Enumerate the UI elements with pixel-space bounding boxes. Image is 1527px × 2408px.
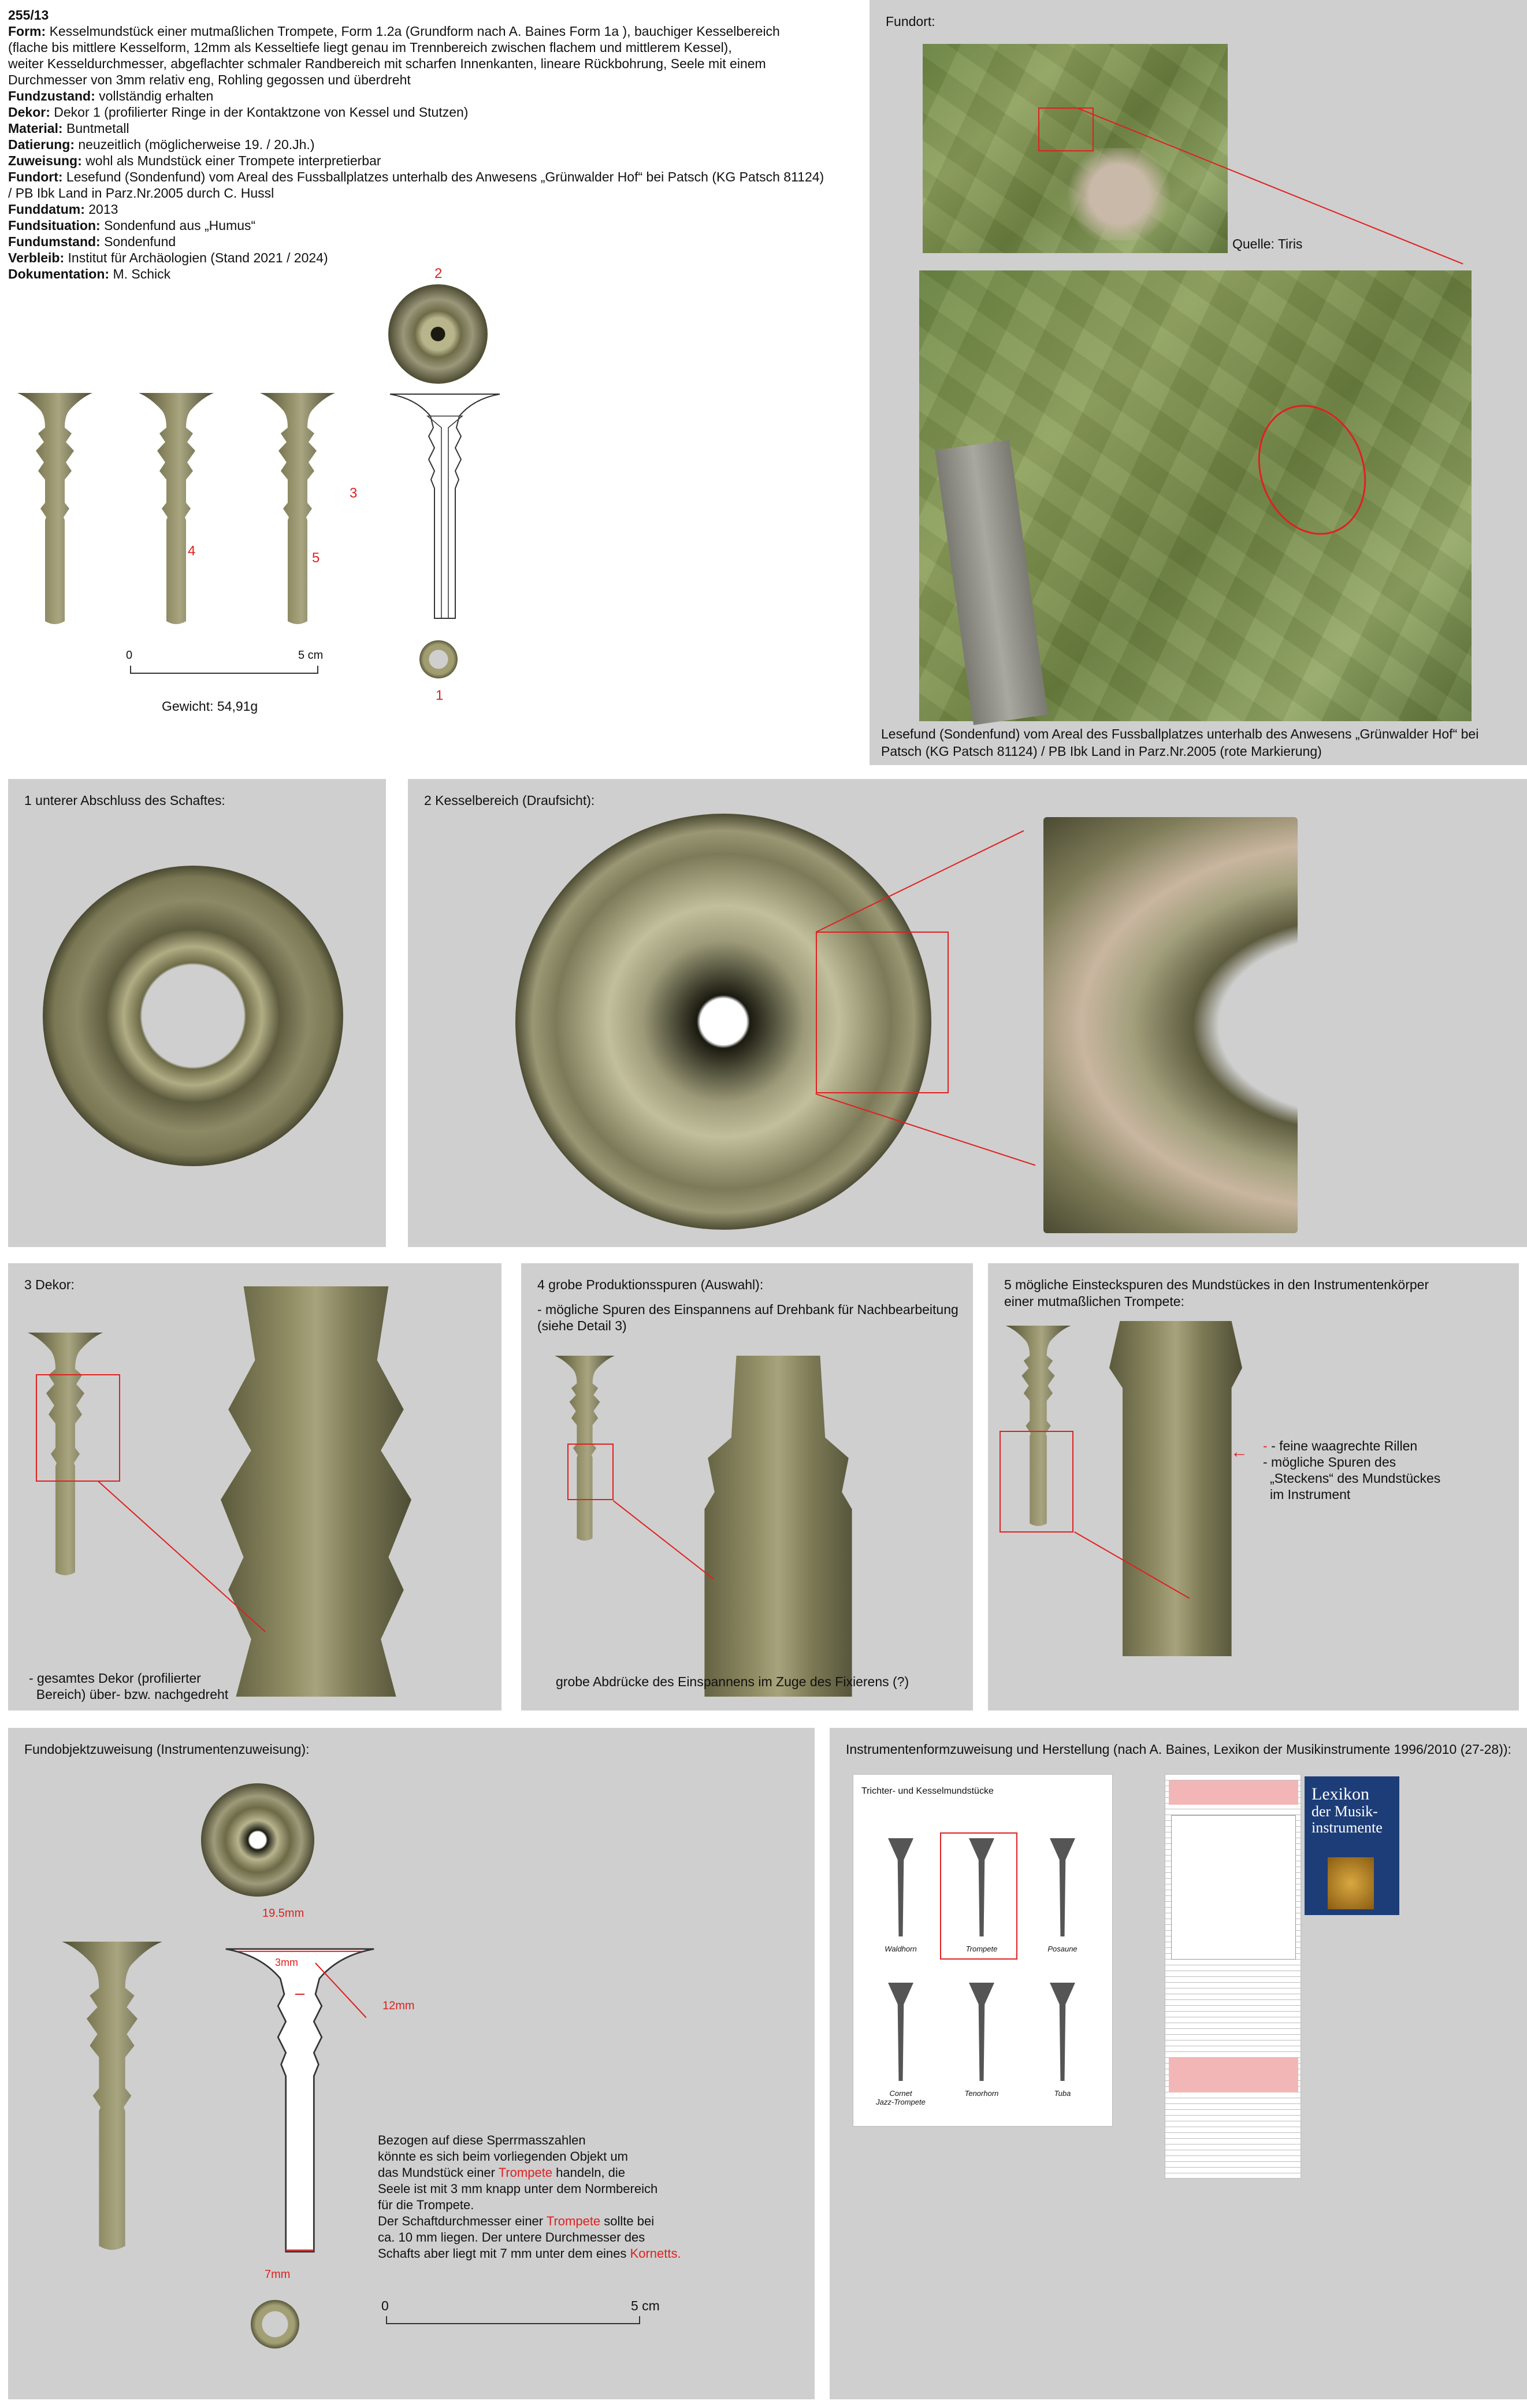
field-value: 2013 bbox=[88, 202, 118, 217]
mouthpiece-shape bbox=[1050, 1838, 1075, 1936]
field-label: Datierung: bbox=[8, 137, 79, 152]
label-4: 4 bbox=[188, 543, 196, 559]
mouthpiece-label: Trompete bbox=[965, 1945, 998, 1953]
panel-1-bottom-end bbox=[8, 779, 386, 1247]
field-value: Lesefund (Sondenfund) vom Areal des Fussballplatzes unterhalb des Anwesens „Grünwalder Hof“ bei Patsch (KG Patsch 81124) bbox=[66, 169, 824, 184]
header-field bbox=[8, 39, 852, 55]
mouthpiece-shape bbox=[969, 1983, 994, 2081]
field-label: Verbleib: bbox=[8, 250, 68, 265]
dim-bottom: 7mm bbox=[265, 2268, 291, 2281]
field-value: M. Schick bbox=[113, 266, 171, 281]
herstellung-panel bbox=[830, 1728, 1527, 2399]
field-value: vollständig erhalten bbox=[99, 88, 214, 103]
weight-label: Gewicht: 54,91g bbox=[162, 699, 258, 714]
field-label: Form: bbox=[8, 24, 50, 39]
book-page-mouthpieces bbox=[853, 1774, 1113, 2127]
assignment-line: könnte es sich beim vorliegenden Objekt um bbox=[378, 2149, 628, 2164]
dim-bore: 3mm bbox=[275, 1957, 298, 1968]
book-cover-image bbox=[1328, 1857, 1374, 1909]
book-cover-title-1: Lexikon bbox=[1311, 1784, 1369, 1804]
assignment-line: Bezogen auf diese Sperrmasszahlen bbox=[378, 2133, 586, 2147]
field-value: Dekor 1 (profilierter Ringe in der Kontaktzone von Kessel und Stutzen) bbox=[54, 105, 469, 120]
header-field bbox=[8, 23, 852, 39]
assignment-section bbox=[222, 1919, 378, 2288]
panel-5-note-2: - mögliche Spuren des bbox=[1263, 1455, 1396, 1470]
panel-5-note-1: - - feine waagrechte Rillen bbox=[1263, 1438, 1418, 1453]
panel-4-note-1: - mögliche Spuren des Einspannens auf Drehbank für Nachbearbeitung bbox=[537, 1302, 958, 1317]
field-value: Durchmesser von 3mm relativ eng, Rohling gegossen und überdreht bbox=[8, 72, 411, 87]
fundort-caption-1: Lesefund (Sondenfund) vom Areal des Fussballplatzes unterhalb des Anwesens „Grünwalder Hof“ bei bbox=[881, 726, 1479, 741]
bottom-end-photo bbox=[43, 866, 343, 1166]
assignment-panel bbox=[8, 1728, 815, 2399]
aerial-map-overview bbox=[923, 44, 1228, 253]
insertion-highlight-box bbox=[1000, 1431, 1073, 1533]
mouthpiece-label: Waldhorn bbox=[885, 1945, 917, 1953]
panel-5-note-3: „Steckens“ des Mundstückes bbox=[1270, 1471, 1441, 1486]
header-field bbox=[8, 201, 852, 217]
overview-figure bbox=[0, 254, 855, 717]
assignment-scale-bar bbox=[386, 2316, 640, 2324]
bottom-view-photo bbox=[419, 640, 458, 678]
panel-5-note-4: im Instrument bbox=[1270, 1487, 1351, 1502]
aerial-map-detail bbox=[919, 270, 1472, 721]
assignment-line: Der Schaftdurchmesser einer Trompete sollte bei bbox=[378, 2214, 655, 2228]
header-field bbox=[8, 217, 852, 233]
assignment-line: Schafts aber liegt mit 7 mm unter dem eines Kornetts. bbox=[378, 2246, 681, 2261]
field-value: Institut für Archäologien (Stand 2021 / 2024) bbox=[68, 250, 328, 265]
book-cover bbox=[1305, 1776, 1399, 1915]
top-view-photo bbox=[388, 284, 488, 384]
assignment-line: ca. 10 mm liegen. Der untere Durchmesser des bbox=[378, 2230, 645, 2244]
header-field bbox=[8, 88, 852, 104]
herstellung-title: Instrumentenformzuweisung und Herstellung (nach A. Baines, Lexikon der Musikinstrumente 1996/2010 (27-28)): bbox=[846, 1742, 1511, 1757]
field-label: Material: bbox=[8, 121, 66, 136]
field-label: Dekor: bbox=[8, 105, 54, 120]
mouthpiece-label: Tenorhorn bbox=[964, 2089, 999, 2098]
header-field bbox=[8, 120, 852, 136]
field-label: Fundort: bbox=[8, 169, 66, 184]
field-value: Buntmetall bbox=[66, 121, 129, 136]
header-fields bbox=[8, 23, 852, 282]
panel-3-decor bbox=[8, 1263, 501, 1711]
header-field bbox=[8, 72, 852, 88]
fundort-caption-2: Patsch (KG Patsch 81124) / PB Ibk Land in Parz.Nr.2005 (rote Markierung) bbox=[881, 744, 1322, 759]
assignment-title: Fundobjektzuweisung (Instrumentenzuweisung): bbox=[24, 1742, 310, 1757]
book-page-text bbox=[1165, 1774, 1301, 2179]
map-source: Quelle: Tiris bbox=[1232, 236, 1303, 251]
assignment-paragraph bbox=[378, 2132, 681, 2262]
insertion-zoom-photo bbox=[1109, 1321, 1242, 1656]
field-label: Fundsituation: bbox=[8, 218, 105, 233]
find-location-marker bbox=[1240, 389, 1384, 550]
label-2: 2 bbox=[434, 266, 443, 281]
mouthpiece-shape bbox=[888, 1983, 913, 2081]
side-views bbox=[12, 393, 381, 636]
production-zoom-photo bbox=[694, 1356, 862, 1697]
field-value: Sondenfund bbox=[104, 234, 176, 249]
assignment-scale-start: 0 bbox=[381, 2298, 389, 2313]
panel-5-insertion-traces bbox=[988, 1263, 1519, 1711]
panel-4-title: 4 grobe Produktionsspuren (Auswahl): bbox=[537, 1277, 764, 1292]
cup-zoom-photo bbox=[1043, 817, 1298, 1233]
dim-top: 19.5mm bbox=[262, 1907, 304, 1920]
panel-5-title-1: 5 mögliche Einsteckspuren des Mundstückes in den Instrumentenkörper bbox=[1004, 1277, 1429, 1292]
panel-4-production-traces bbox=[521, 1263, 973, 1711]
field-value: / PB Ibk Land in Parz.Nr.2005 durch C. Hussl bbox=[8, 185, 274, 201]
catalog-number: 255/13 bbox=[8, 8, 49, 23]
field-value: neuzeitlich (möglicherweise 19. / 20.Jh.) bbox=[78, 137, 315, 152]
field-label: Zuweisung: bbox=[8, 153, 86, 168]
dim-depth: 12mm bbox=[382, 1999, 415, 2012]
field-value: (flache bis mittlere Kesselform, 12mm als Kesseltiefe liegt genau im Trennbereich zwischen flachem und mittlerem Kessel), bbox=[8, 40, 732, 55]
decor-highlight-box bbox=[36, 1374, 120, 1482]
header-field bbox=[8, 136, 852, 153]
assignment-side-photo bbox=[25, 1942, 199, 2265]
panel-4-caption: grobe Abdrücke des Einspannens im Zuge des Fixierens (?) bbox=[556, 1674, 909, 1689]
header-field bbox=[8, 153, 852, 169]
zoom-box bbox=[816, 932, 949, 1093]
assignment-line: für die Trompete. bbox=[378, 2198, 474, 2212]
header-text-block bbox=[8, 7, 852, 282]
fundort-panel bbox=[870, 0, 1527, 765]
header-field bbox=[8, 233, 852, 250]
mouthpieces-heading: Trichter- und Kesselmundstücke bbox=[861, 1786, 994, 1796]
field-value: weiter Kesseldurchmesser, abgeflachter schmaler Randbereich mit scharfen Innenkanten, lineare Rückbohrung, Seele mit einem bbox=[8, 56, 766, 71]
field-value: Sondenfund aus „Humus“ bbox=[104, 218, 256, 233]
field-value: Kesselmundstück einer mutmaßlichen Trompete, Form 1.2a (Grundform nach A. Baines Form 1a ), bauchiger Kesselbereich bbox=[49, 24, 780, 39]
assignment-line: das Mundstück einer Trompete handeln, die bbox=[378, 2165, 626, 2180]
panel-2-cup-top-view bbox=[408, 779, 1527, 1247]
assignment-line: Seele ist mit 3 mm knapp unter dem Normbereich bbox=[378, 2181, 658, 2196]
header-field bbox=[8, 185, 852, 201]
mouthpiece-label: Posaune bbox=[1047, 1945, 1078, 1953]
section-drawing bbox=[387, 393, 503, 624]
decor-zoom-photo bbox=[221, 1286, 411, 1697]
assignment-top-photo bbox=[201, 1783, 314, 1897]
field-label: Fundumstand: bbox=[8, 234, 105, 249]
field-value: wohl als Mundstück einer Trompete interpretierbar bbox=[86, 153, 381, 168]
scale-bar bbox=[130, 666, 318, 674]
scale-start: 0 bbox=[126, 649, 133, 662]
map-marker-box bbox=[1038, 107, 1094, 151]
assignment-scale-end: 5 cm bbox=[631, 2298, 660, 2313]
assignment-bottom-photo bbox=[251, 2300, 299, 2348]
mouthpiece-shape bbox=[1050, 1983, 1075, 2081]
fundort-title: Fundort: bbox=[886, 14, 935, 29]
book-cover-title-3: instrumente bbox=[1311, 1819, 1383, 1836]
label-3: 3 bbox=[350, 485, 358, 501]
header-field bbox=[8, 169, 852, 185]
panel-2-title: 2 Kesselbereich (Draufsicht): bbox=[424, 793, 595, 808]
field-label: Funddatum: bbox=[8, 202, 89, 217]
book-cover-title-2: der Musik- bbox=[1311, 1803, 1378, 1820]
scale-end: 5 cm bbox=[298, 649, 324, 662]
panel-4-note-2: (siehe Detail 3) bbox=[537, 1318, 627, 1333]
arrow-icon: ← bbox=[1231, 1442, 1248, 1461]
mouthpiece-label: Cornet Jazz-Trompete bbox=[876, 2089, 926, 2106]
label-1: 1 bbox=[436, 688, 444, 703]
panel-3-caption-2: Bereich) über- bzw. nachgedreht bbox=[29, 1687, 229, 1702]
mouthpiece-shape bbox=[888, 1838, 913, 1936]
panel-1-title: 1 unterer Abschluss des Schaftes: bbox=[24, 793, 225, 808]
header-field bbox=[8, 55, 852, 72]
header-field bbox=[8, 104, 852, 120]
production-highlight-box bbox=[567, 1444, 614, 1500]
field-label: Dokumentation: bbox=[8, 266, 113, 281]
panel-3-caption-1: - gesamtes Dekor (profilierter bbox=[29, 1671, 201, 1686]
panel-5-title-2: einer mutmaßlichen Trompete: bbox=[1004, 1294, 1184, 1309]
mouthpiece-label: Tuba bbox=[1054, 2089, 1071, 2098]
label-5: 5 bbox=[312, 550, 320, 566]
panel-3-title: 3 Dekor: bbox=[24, 1277, 75, 1292]
field-label: Fundzustand: bbox=[8, 88, 99, 103]
